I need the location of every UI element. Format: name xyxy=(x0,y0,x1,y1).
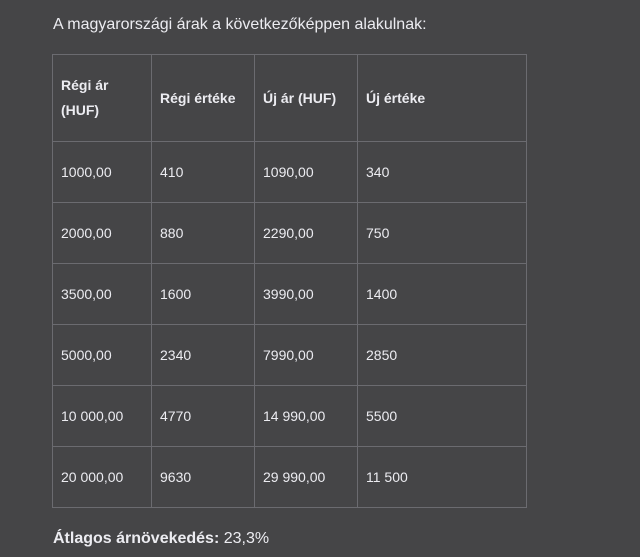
intro-text: A magyarországi árak a következőképpen alakulnak: xyxy=(53,16,427,33)
table-header-row xyxy=(53,55,527,142)
cell-new-value: 11 500 xyxy=(358,447,527,508)
table-row xyxy=(53,264,527,325)
cell-new-price: 7990,00 xyxy=(255,325,358,386)
cell-old-price: 5000,00 xyxy=(53,325,152,386)
cell-old-price: 1000,00 xyxy=(53,142,152,203)
cell-old-price: 10 000,00 xyxy=(53,386,152,447)
table-row xyxy=(53,447,527,508)
cell-new-price: 1090,00 xyxy=(255,142,358,203)
cell-new-value: 2850 xyxy=(358,325,527,386)
table-row xyxy=(53,203,527,264)
average-increase-summary xyxy=(53,527,269,551)
header-old-value: Régi értéke xyxy=(152,55,255,142)
header-old-price: Régi ár (HUF) xyxy=(53,55,152,142)
cell-new-price: 14 990,00 xyxy=(255,386,358,447)
cell-new-price: 2290,00 xyxy=(255,203,358,264)
cell-old-value: 2340 xyxy=(152,325,255,386)
table-row xyxy=(53,142,527,203)
cell-new-value: 340 xyxy=(358,142,527,203)
cell-old-value: 880 xyxy=(152,203,255,264)
cell-old-price: 3500,00 xyxy=(53,264,152,325)
header-new-price: Új ár (HUF) xyxy=(255,55,358,142)
price-table xyxy=(52,54,527,508)
cell-new-value: 5500 xyxy=(358,386,527,447)
table-row xyxy=(53,325,527,386)
summary-value: 23,3% xyxy=(223,530,270,547)
cell-old-price: 2000,00 xyxy=(53,203,152,264)
cell-new-value: 1400 xyxy=(358,264,527,325)
cell-old-value: 410 xyxy=(152,142,255,203)
cell-old-price: 20 000,00 xyxy=(53,447,152,508)
cell-new-value: 750 xyxy=(358,203,527,264)
cell-new-price: 3990,00 xyxy=(255,264,358,325)
cell-new-price: 29 990,00 xyxy=(255,447,358,508)
cell-old-value: 1600 xyxy=(152,264,255,325)
table-row xyxy=(53,386,527,447)
header-new-value: Új értéke xyxy=(358,55,527,142)
summary-label: Átlagos árnövekedés: xyxy=(53,530,220,547)
cell-old-value: 9630 xyxy=(152,447,255,508)
cell-old-value: 4770 xyxy=(152,386,255,447)
